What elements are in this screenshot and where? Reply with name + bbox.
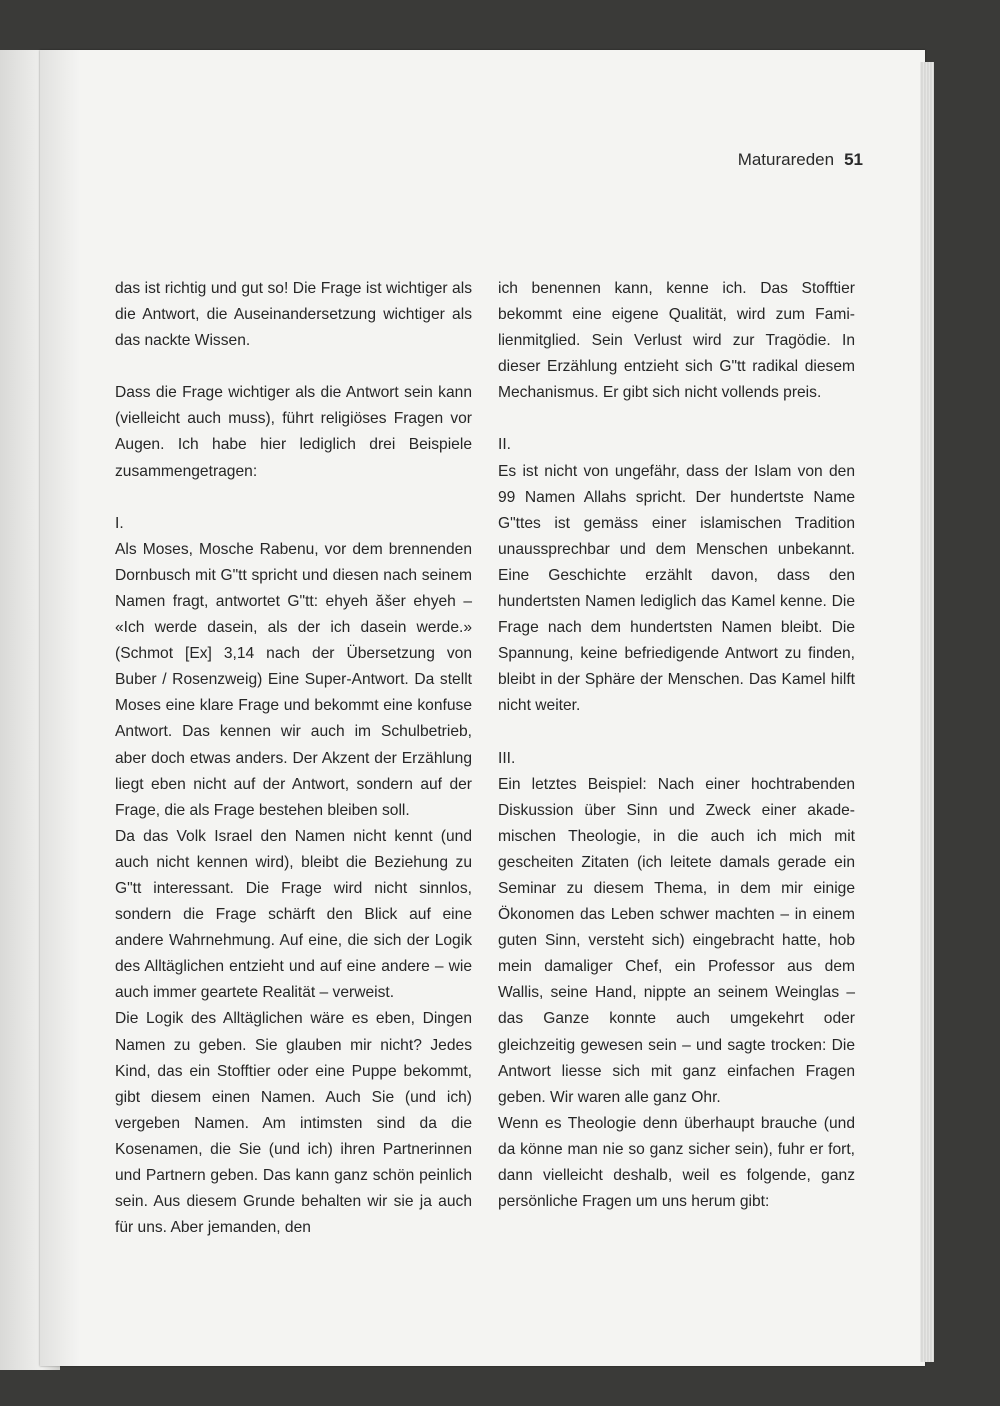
- page-stack-edge: [920, 62, 934, 1362]
- running-head: [660, 150, 863, 170]
- paragraph: Ein letztes Beispiel: Nach einer hochtrabenden Diskussion über Sinn und Zweck einer akademischen Theologie, in die auch ich mich mit gescheiten Zitaten (ich leitete damals gerade ein Seminar zu diesem Thema, in dem mir einige Ökonomen das Leben schwer machten – in einem guten Sinn, versteht sich) eingebracht hatte, hob mein damaliger Chef, ein Professor aus dem Wallis, seine Hand, nippte an seinem Weinglas – das Ganze konnte auch umgekehrt oder gleichzeitig gewesen sein – und sagte trocken: Die Antwort liesse sich mit ganz einfachen Fragen geben. Wir waren alle ganz Ohr.: [498, 775, 855, 1106]
- page-number: 51: [844, 150, 863, 169]
- paragraph: Da das Volk Israel den Namen nicht kennt (und auch nicht kennen wird), bleibt die Beziehung zu G"tt interessant. Die Frage wird nicht sinnlos, sondern die Frage schärft den Blick auf eine andere Wahrnehmung. Auf eine, die sich der Logik des Alltäglichen entzieht und auf eine andere – wie auch immer geartete Realität – verweist.: [115, 827, 472, 1002]
- paragraph: III.: [498, 749, 516, 767]
- paragraph: Wenn es Theologie denn überhaupt brauche (und da könne man nie so ganz sicher sein), fuhr er fort, dann vielleicht deshalb, weil es folgende, ganz persönliche Fragen um uns herum gibt:: [498, 1114, 855, 1211]
- paragraph: Dass die Frage wichtiger als die Antwort sein kann (vielleicht auch muss), führt religiöses Fragen vor Augen. Ich habe hier lediglich drei Beispiele zusammengetragen:: [115, 384, 472, 480]
- left-column: [115, 276, 472, 1241]
- paragraph: I.: [115, 514, 124, 532]
- paragraph: II.: [498, 436, 511, 454]
- paragraph: ich benennen kann, kenne ich. Das Stofftier bekommt eine eigene Qualität, wird zum Familienmitglied. Sein Verlust wird zur Tragödie. In dieser Erzählung entzieht sich G"tt radikal diesem Mechanismus. Er gibt sich nicht vollends preis.: [498, 280, 855, 402]
- right-column: [498, 276, 855, 1215]
- gutter-shadow: [40, 50, 80, 1366]
- paragraph: Es ist nicht von ungefähr, dass der Islam von den 99 Namen Allahs spricht. Der hundertste Name G"ttes ist gemäss einer islamischen Tradition unaussprechbar und dem Menschen unbekannt. Eine Geschichte erzählt davon, dass den hundertsten Namen lediglich das Kamel kenne. Die Frage nach dem hundertsten Namen bleibt. Die Spannung, keine befriedigende Antwort zu finden, bleibt in der Sphäre der Menschen. Das Kamel hilft nicht weiter.: [498, 462, 855, 715]
- paragraph: Als Moses, Mosche Rabenu, vor dem brennenden Dornbusch mit G"tt spricht und diesen nach seinem Namen fragt, antwortet G"tt: ehyeh ăšer ehyeh – «Ich werde dasein, als der ich dasein werde.» (Schmot [Ex] 3,14 nach der Übersetzung von Buber / Rosenzweig) Eine Super-Antwort. Da stellt Moses eine klare Frage und bekommt eine konfuse Antwort. Das kennen wir auch im Schulbetrieb, aber doch etwas anders. Der Akzent der Erzählung liegt eben nicht auf der Antwort, sondern auf der Frage, die als Frage bestehen bleiben soll.: [115, 540, 472, 819]
- paragraph: das ist richtig und gut so! Die Frage ist wichtiger als die Antwort, die Auseinandersetzung wichtiger als das nackte Wissen.: [115, 280, 472, 350]
- paragraph: Die Logik des Alltäglichen wäre es eben, Dingen Namen zu geben. Sie glauben mir nicht? Jedes Kind, das ein Stofftier oder eine Puppe bekommt, gibt diesem einen Namen. Auch Sie (und ich) vergeben Namen. Am intimsten sind da die Kosenamen, die Sie (und ich) ihren Partnerinnen und Partnern geben. Das kann ganz schön peinlich sein. Aus diesem Grunde behalten wir sie ja auch für uns. Aber jemanden, den: [115, 1010, 472, 1237]
- running-title: Maturareden: [737, 150, 835, 169]
